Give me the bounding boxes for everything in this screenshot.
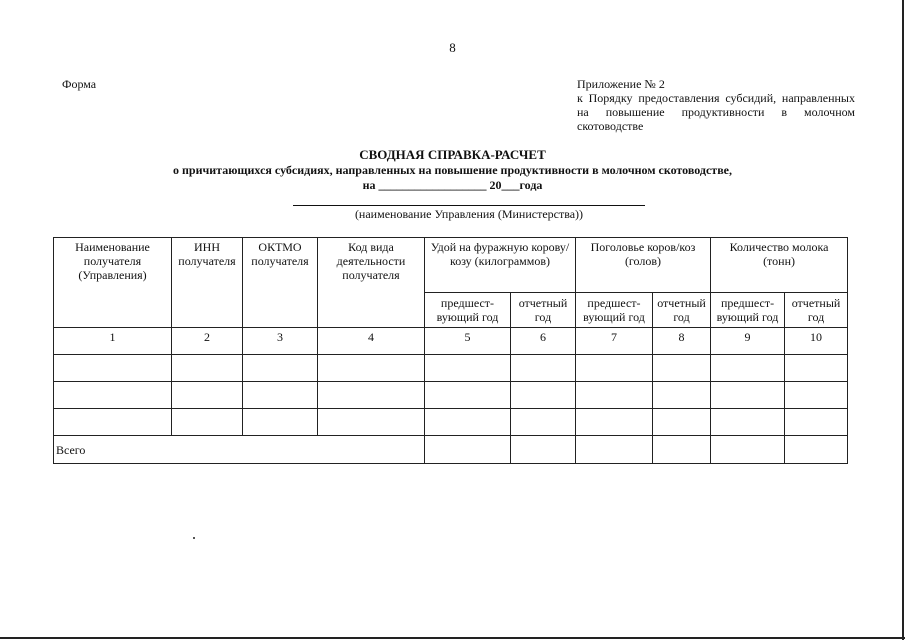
appendix-block — [577, 77, 855, 133]
table-row — [54, 355, 848, 382]
table-row — [54, 409, 848, 436]
table-cell — [425, 382, 511, 409]
header-oktmo: ОКТМО получателя — [243, 238, 318, 328]
subheader-yield-report: отчетный год — [511, 293, 576, 328]
table-cell — [54, 382, 172, 409]
table-row — [54, 382, 848, 409]
document-subtitle: о причитающихся субсидиях, направленных на повышение продуктивности в молочном скотоводстве, — [172, 163, 732, 177]
column-number: 9 — [711, 328, 785, 355]
table-cell — [243, 382, 318, 409]
subheader-yield-prev: предшест-вующий год — [425, 293, 511, 328]
table-cell — [511, 409, 576, 436]
header-milk-yield: Удой на фуражную корову/козу (килограммов) — [425, 238, 576, 293]
column-number: 2 — [172, 328, 243, 355]
total-label: Всего — [54, 436, 425, 464]
table-cell — [653, 355, 711, 382]
column-number: 4 — [318, 328, 425, 355]
header-milk-amount: Количество молока (тонн) — [711, 238, 848, 293]
table-cell — [653, 382, 711, 409]
date-line: на __________________ 20___года — [362, 178, 543, 192]
table-cell — [576, 409, 653, 436]
report-table — [53, 237, 848, 464]
table-cell — [172, 409, 243, 436]
total-row — [54, 436, 848, 464]
page-edge-bottom — [0, 637, 905, 639]
document-title: СВОДНАЯ СПРАВКА-РАСЧЕТ — [359, 147, 546, 162]
table-cell — [576, 355, 653, 382]
header-recipient-name: Наименование получателя (Управления) — [54, 238, 172, 328]
scan-speck — [193, 537, 195, 539]
table-cell — [54, 409, 172, 436]
form-label: Форма — [62, 77, 97, 91]
table-cell — [785, 382, 848, 409]
appendix-body: к Порядку предоставления субсидий, направленных на повышение продуктивности в молочном скотоводстве — [577, 91, 855, 133]
table-cell — [785, 355, 848, 382]
table-cell — [711, 409, 785, 436]
table-cell — [785, 436, 848, 464]
table-cell — [511, 355, 576, 382]
table-cell — [711, 355, 785, 382]
appendix-title: Приложение № 2 — [577, 77, 665, 91]
table-cell — [425, 355, 511, 382]
table-cell — [576, 382, 653, 409]
organization-fill-line — [293, 205, 645, 206]
table-cell — [785, 409, 848, 436]
header-activity-code: Код вида деятельности получателя — [318, 238, 425, 328]
column-number: 8 — [653, 328, 711, 355]
table-cell — [318, 355, 425, 382]
column-number: 6 — [511, 328, 576, 355]
table-cell — [425, 436, 511, 464]
table-cell — [653, 409, 711, 436]
table-cell — [576, 436, 653, 464]
subheader-livestock-prev: предшест-вующий год — [576, 293, 653, 328]
table-cell — [172, 355, 243, 382]
page-number: 8 — [449, 40, 456, 55]
column-number: 7 — [576, 328, 653, 355]
column-number: 1 — [54, 328, 172, 355]
organization-caption: (наименование Управления (Министерства)) — [354, 207, 584, 221]
column-number: 10 — [785, 328, 848, 355]
table-cell — [511, 382, 576, 409]
table-cell — [243, 409, 318, 436]
table-cell — [243, 355, 318, 382]
column-number: 5 — [425, 328, 511, 355]
subheader-milk-report: отчетный год — [785, 293, 848, 328]
table-cell — [425, 409, 511, 436]
table-cell — [54, 355, 172, 382]
table-cell — [318, 382, 425, 409]
table-cell — [653, 436, 711, 464]
column-number-row — [54, 328, 848, 355]
subheader-livestock-report: отчетный год — [653, 293, 711, 328]
table-cell — [511, 436, 576, 464]
subheader-milk-prev: предшест-вующий год — [711, 293, 785, 328]
header-inn: ИНН получателя — [172, 238, 243, 328]
column-number: 3 — [243, 328, 318, 355]
table-cell — [172, 382, 243, 409]
header-livestock: Поголовье коров/коз (голов) — [576, 238, 711, 293]
table-cell — [318, 409, 425, 436]
table-cell — [711, 436, 785, 464]
table-cell — [711, 382, 785, 409]
page-edge-right — [902, 0, 904, 640]
